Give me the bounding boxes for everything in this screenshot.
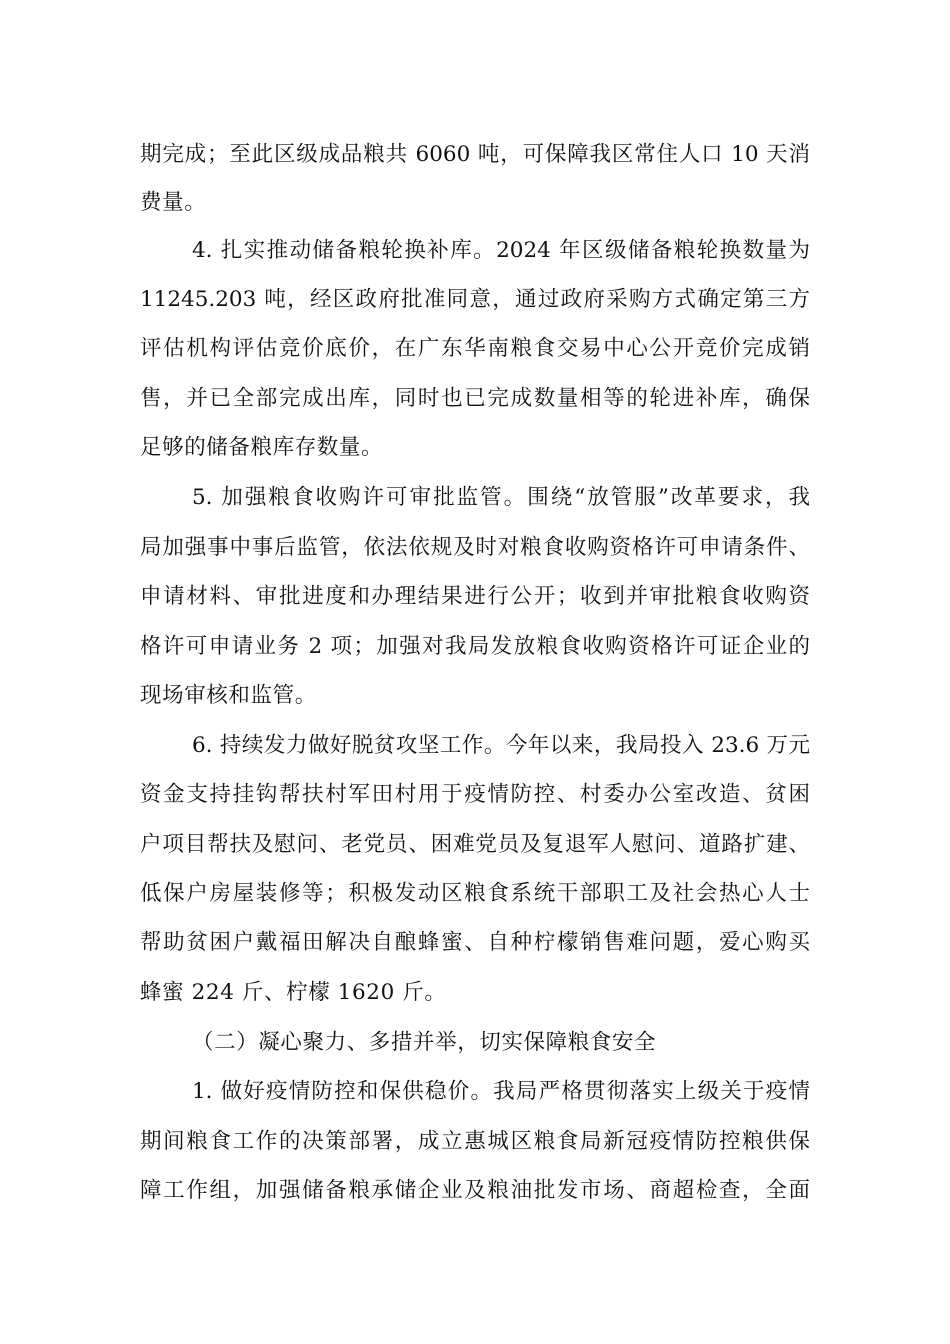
paragraph-5-heading-line: 5. 加强粮食收购许可审批监管。围绕“放管服”改革要求，我 [192, 485, 810, 510]
text-line: 申请材料、审批进度和办理结果进行公开；收到并审批粮食收购资 [140, 584, 810, 609]
text-line: 障工作组，加强储备粮承储企业及粮油批发市场、商超检查，全面 [140, 1178, 810, 1203]
text-line: 11245.203 吨，经区政府批准同意，通过政府采购方式确定第三方 [140, 287, 810, 312]
text-line: 局加强事中事后监管，依法依规及时对粮食收购资格许可申请条件、 [140, 535, 810, 560]
text-line: 户项目帮扶及慰问、老党员、困难党员及复退军人慰问、道路扩建、 [140, 832, 810, 857]
paragraph-4-heading-line: 4. 扎实推动储备粮轮换补库。2024 年区级储备粮轮换数量为 [192, 238, 810, 263]
text-line: 低保户房屋装修等；积极发动区粮食系统干部职工及社会热心人士 [140, 881, 810, 906]
paragraph-1-heading-line: 1. 做好疫情防控和保供稳价。我局严格贯彻落实上级关于疫情 [192, 1079, 810, 1104]
section-heading: （二）凝心聚力、多措并举，切实保障粮食安全 [192, 1030, 657, 1055]
paragraph-6-heading-line: 6. 持续发力做好脱贫攻坚工作。今年以来，我局投入 23.6 万元 [192, 733, 810, 758]
text-line: 帮助贫困户戴福田解决自酿蜂蜜、自种柠檬销售难问题，爱心购买 [140, 930, 810, 955]
text-line: 格许可申请业务 2 项；加强对我局发放粮食收购资格许可证企业的 [140, 634, 810, 659]
text-line: 资金支持挂钩帮扶村军田村用于疫情防控、村委办公室改造、贫困 [140, 782, 810, 807]
text-line: 期间粮食工作的决策部署，成立惠城区粮食局新冠疫情防控粮供保 [140, 1129, 810, 1154]
text-line: 费量。 [140, 190, 207, 215]
text-line: 蜂蜜 224 斤、柠檬 1620 斤。 [140, 980, 447, 1005]
text-line: 现场审核和监管。 [140, 683, 317, 708]
text-line: 期完成；至此区级成品粮共 6060 吨，可保障我区常住人口 10 天消 [140, 142, 810, 167]
text-line: 评估机构评估竞价底价，在广东华南粮食交易中心公开竞价完成销 [140, 336, 810, 361]
text-line: 售，并已全部完成出库，同时也已完成数量相等的轮进补库，确保 [140, 386, 810, 411]
text-line: 足够的储备粮库存数量。 [140, 435, 384, 460]
